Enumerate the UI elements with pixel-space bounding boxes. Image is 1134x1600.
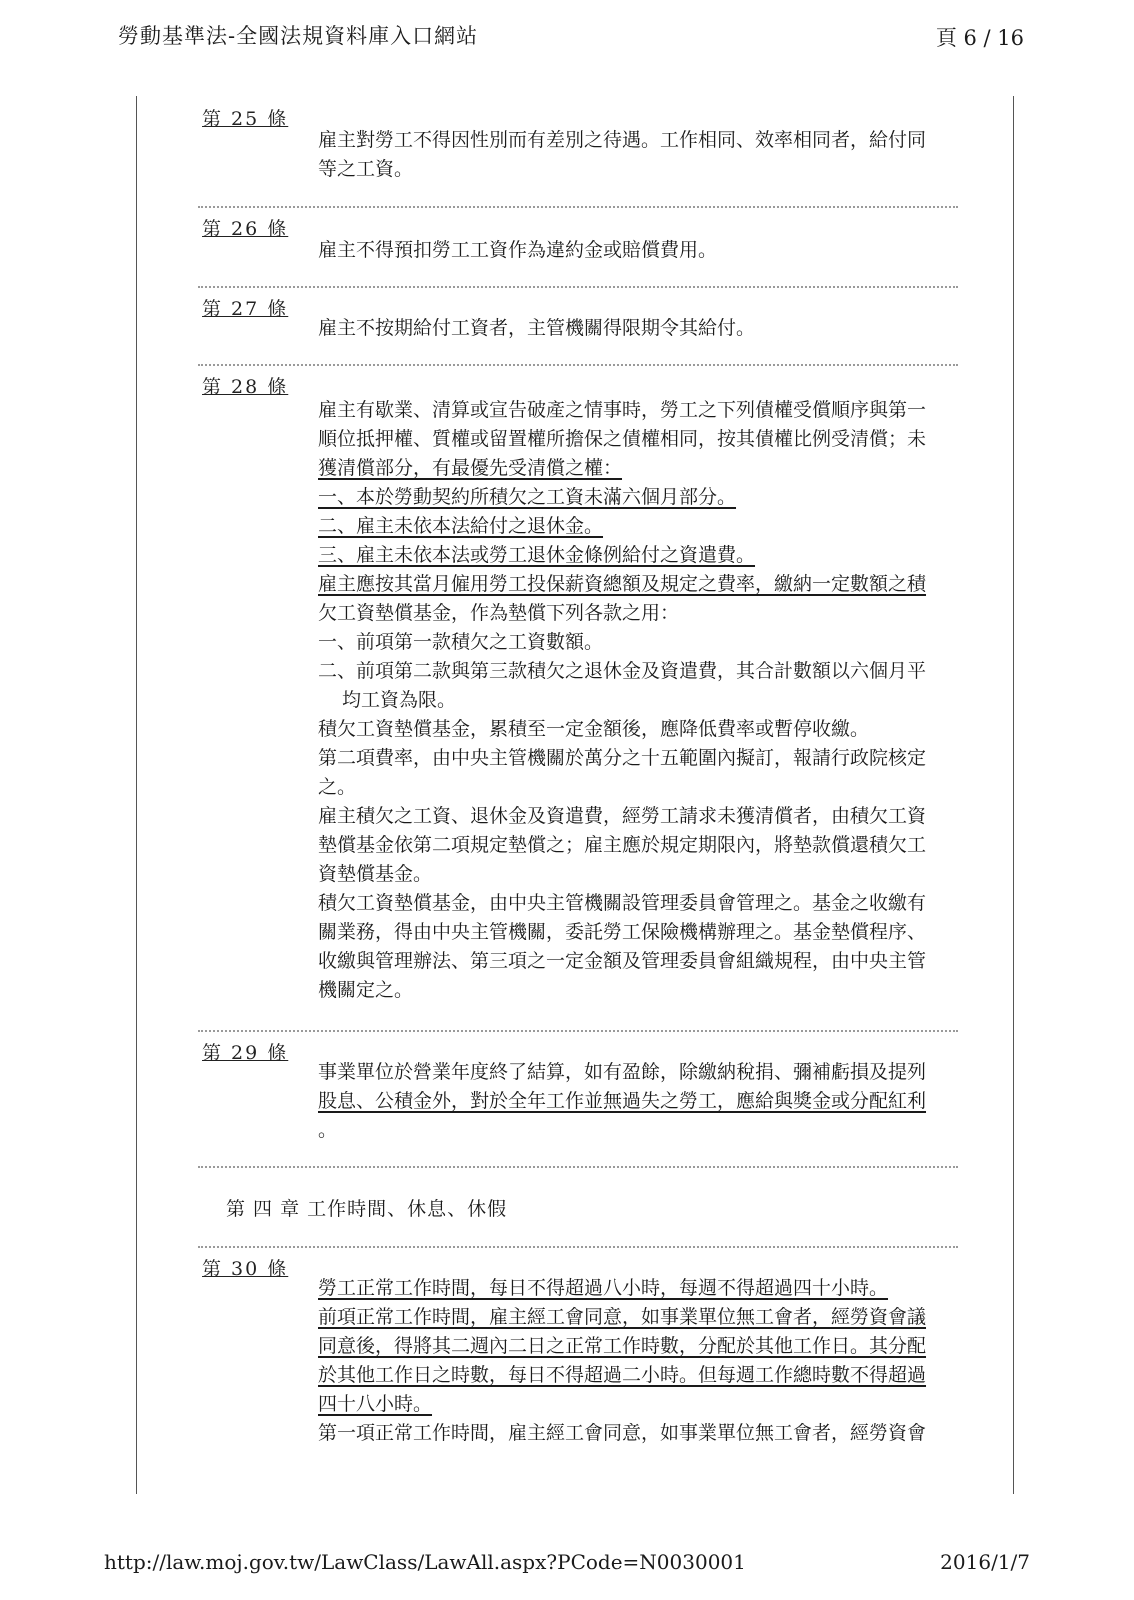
- text-line: 四十八小時。: [318, 1393, 433, 1415]
- text-line: 勞工正常工作時間，每日不得超過八小時，每週不得超過四十小時。: [318, 1277, 889, 1299]
- text-line: 雇主不按期給付工資者，主管機關得限期令其給付。: [318, 317, 756, 339]
- header-title: 勞動基準法-全國法規資料庫入口網站: [118, 24, 479, 48]
- article-29-label[interactable]: 第 29 條: [202, 1042, 289, 1064]
- text-line: 雇主不得預扣勞工工資作為違約金或賠償費用。: [318, 239, 718, 261]
- text-line: 欠工資墊償基金，作為墊償下列各款之用：: [318, 602, 680, 624]
- chapter-heading: 第 四 章 工作時間、休息、休假: [226, 1198, 508, 1220]
- page-indicator: 頁 6 / 16: [935, 26, 1024, 50]
- text-line: 。: [318, 1119, 338, 1141]
- article-28-text: [318, 396, 978, 1005]
- article-30-text: [318, 1274, 978, 1448]
- text-line: 於其他工作日之時數，每日不得超過二小時。但每週工作總時數不得超過: [318, 1364, 927, 1386]
- text-line: 二、雇主未依本法給付之退休金。: [318, 515, 604, 537]
- separator: [198, 286, 958, 288]
- text-line: 雇主積欠之工資、退休金及資遣費，經勞工請求未獲清償者，由積欠工資: [318, 805, 927, 827]
- footer-date: 2016/1/7: [940, 1550, 1030, 1574]
- article-27-text: [318, 314, 978, 343]
- text-line: 收繳與管理辦法、第三項之一定金額及管理委員會組織規程，由中央主管: [318, 950, 927, 972]
- text-line: 一、前項第一款積欠之工資數額。: [318, 631, 604, 653]
- text-line: 股息、公積金外，對於全年工作並無過失之勞工，應給與獎金或分配紅利: [318, 1090, 927, 1112]
- text-line: 事業單位於營業年度終了結算，如有盈餘，除繳納稅捐、彌補虧損及提列: [318, 1061, 927, 1083]
- text-line: 順位抵押權、質權或留置權所擔保之債權相同，按其債權比例受清償；未: [318, 428, 927, 450]
- separator: [198, 1246, 958, 1248]
- text-line: 二、前項第二款與第三款積欠之退休金及資遣費，其合計數額以六個月平: [318, 660, 927, 682]
- text-line: 獲清償部分，有最優先受清償之權：: [318, 457, 623, 479]
- separator: [198, 1166, 958, 1168]
- text-line: 等之工資。: [318, 158, 414, 180]
- text-line: 三、雇主未依本法或勞工退休金條例給付之資遣費。: [318, 544, 756, 566]
- text-line: 資墊償基金。: [318, 863, 433, 885]
- text-line: 之。: [318, 776, 357, 798]
- text-line: 一、本於勞動契約所積欠之工資未滿六個月部分。: [318, 486, 737, 508]
- article-28-label[interactable]: 第 28 條: [202, 376, 289, 398]
- article-27-label[interactable]: 第 27 條: [202, 298, 289, 320]
- separator: [198, 1030, 958, 1032]
- article-26-text: [318, 236, 978, 265]
- text-line: 均工資為限。: [342, 689, 457, 711]
- footer-url[interactable]: http://law.moj.gov.tw/LawClass/LawAll.aspx?PCode=N0030001: [104, 1550, 746, 1574]
- text-line: 積欠工資墊償基金，累積至一定金額後，應降低費率或暫停收繳。: [318, 718, 870, 740]
- article-25-text: [318, 126, 978, 184]
- right-border: [1013, 96, 1014, 1494]
- text-line: 同意後，得將其二週內二日之正常工作時數，分配於其他工作日。其分配: [318, 1335, 927, 1357]
- text-line: 機關定之。: [318, 979, 414, 1001]
- content-frame: [136, 96, 1014, 1494]
- left-border: [136, 96, 137, 1494]
- article-25-label[interactable]: 第 25 條: [202, 108, 289, 130]
- text-line: 墊償基金依第二項規定墊償之；雇主應於規定期限內，將墊款償還積欠工: [318, 834, 927, 856]
- text-line: 雇主有歇業、清算或宣告破產之情事時，勞工之下列債權受償順序與第一: [318, 399, 927, 421]
- separator: [198, 364, 958, 366]
- article-29-text: [318, 1058, 978, 1145]
- text-line: 前項正常工作時間，雇主經工會同意，如事業單位無工會者，經勞資會議: [318, 1306, 927, 1328]
- article-30-label[interactable]: 第 30 條: [202, 1258, 289, 1280]
- separator: [198, 206, 958, 208]
- text-line: 雇主對勞工不得因性別而有差別之待遇。工作相同、效率相同者，給付同: [318, 129, 927, 151]
- article-26-label[interactable]: 第 26 條: [202, 218, 289, 240]
- text-line: 關業務，得由中央主管機關，委託勞工保險機構辦理之。基金墊償程序、: [318, 921, 927, 943]
- text-line: 第一項正常工作時間，雇主經工會同意，如事業單位無工會者，經勞資會: [318, 1422, 927, 1444]
- text-line: 積欠工資墊償基金，由中央主管機關設管理委員會管理之。基金之收繳有: [318, 892, 927, 914]
- text-line: 雇主應按其當月僱用勞工投保薪資總額及規定之費率，繳納一定數額之積: [318, 573, 927, 595]
- text-line: 第二項費率，由中央主管機關於萬分之十五範圍內擬訂，報請行政院核定: [318, 747, 927, 769]
